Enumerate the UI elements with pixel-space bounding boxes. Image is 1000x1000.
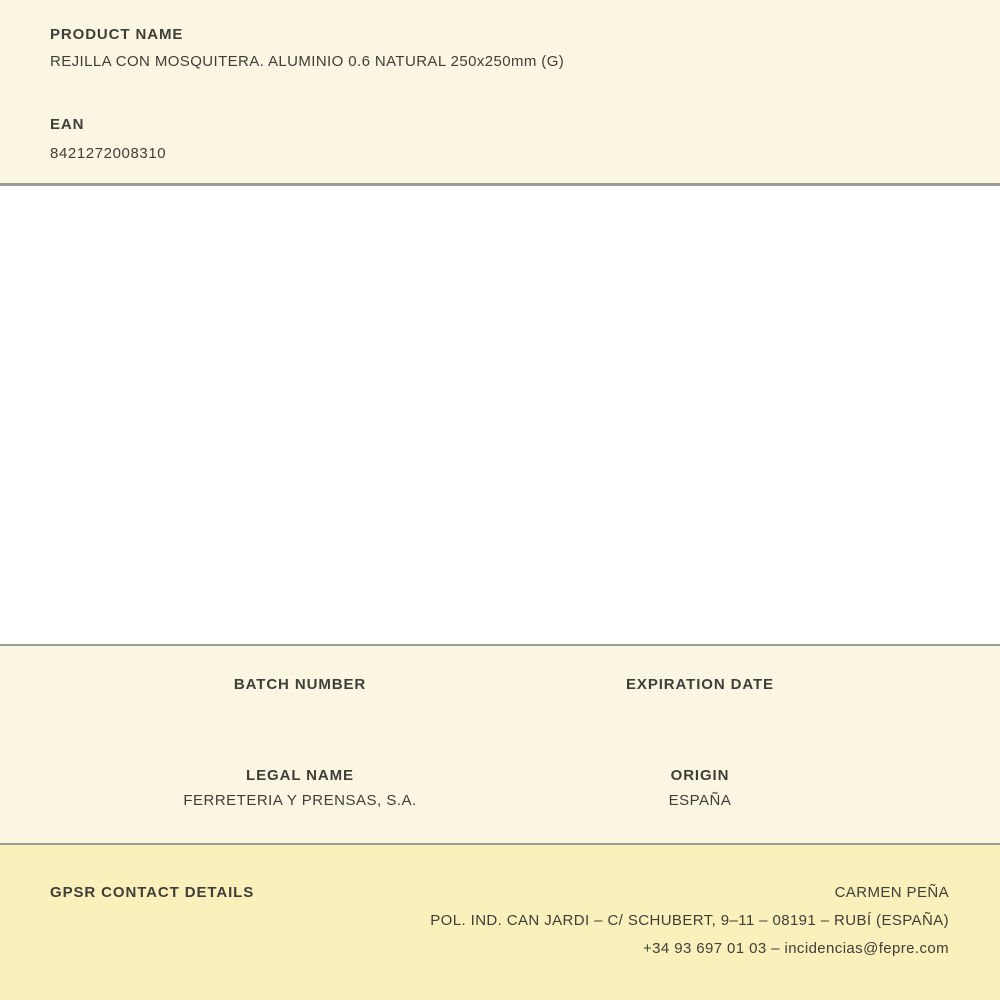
gpsr-contact-phone-email: +34 93 697 01 03 – incidencias@fepre.com [642, 940, 949, 957]
batch-number-field [100, 677, 500, 718]
origin-label: ORIGIN [670, 767, 730, 784]
ean-field [50, 117, 950, 162]
expiration-date-label: EXPIRATION DATE [626, 676, 774, 693]
legal-origin-row [100, 768, 900, 809]
gpsr-contact-label: GPSR CONTACT DETAILS [50, 884, 255, 901]
legal-name-field [100, 768, 500, 809]
product-name-value: REJILLA CON MOSQUITERA. ALUMINIO 0.6 NATURAL 250x250mm (G) [50, 53, 565, 70]
gpsr-contact-name: CARMEN PEÑA [834, 884, 949, 901]
gpsr-contact-section [0, 845, 1000, 1000]
ean-value: 8421272008310 [50, 145, 167, 162]
batch-number-label: BATCH NUMBER [233, 676, 367, 693]
ean-label: EAN [50, 116, 85, 133]
legal-name-value: FERRETERIA Y PRENSAS, S.A. [183, 792, 417, 809]
batch-expiration-row [100, 677, 900, 718]
expiration-date-value [500, 702, 900, 718]
origin-value: ESPAÑA [668, 792, 732, 809]
legal-name-label: LEGAL NAME [246, 767, 354, 784]
expiration-date-field [500, 677, 900, 718]
traceability-section [0, 644, 1000, 845]
batch-number-value [100, 702, 500, 718]
product-name-label: PRODUCT NAME [50, 26, 184, 43]
gpsr-contact-address: POL. IND. CAN JARDI – C/ SCHUBERT, 9–11 – 08191 – RUBÍ (ESPAÑA) [430, 912, 949, 929]
product-header-section [0, 0, 1000, 186]
product-name-field [50, 27, 950, 70]
product-image-placeholder [0, 186, 1000, 644]
origin-field [500, 768, 900, 809]
gpsr-contact-block [430, 879, 949, 963]
